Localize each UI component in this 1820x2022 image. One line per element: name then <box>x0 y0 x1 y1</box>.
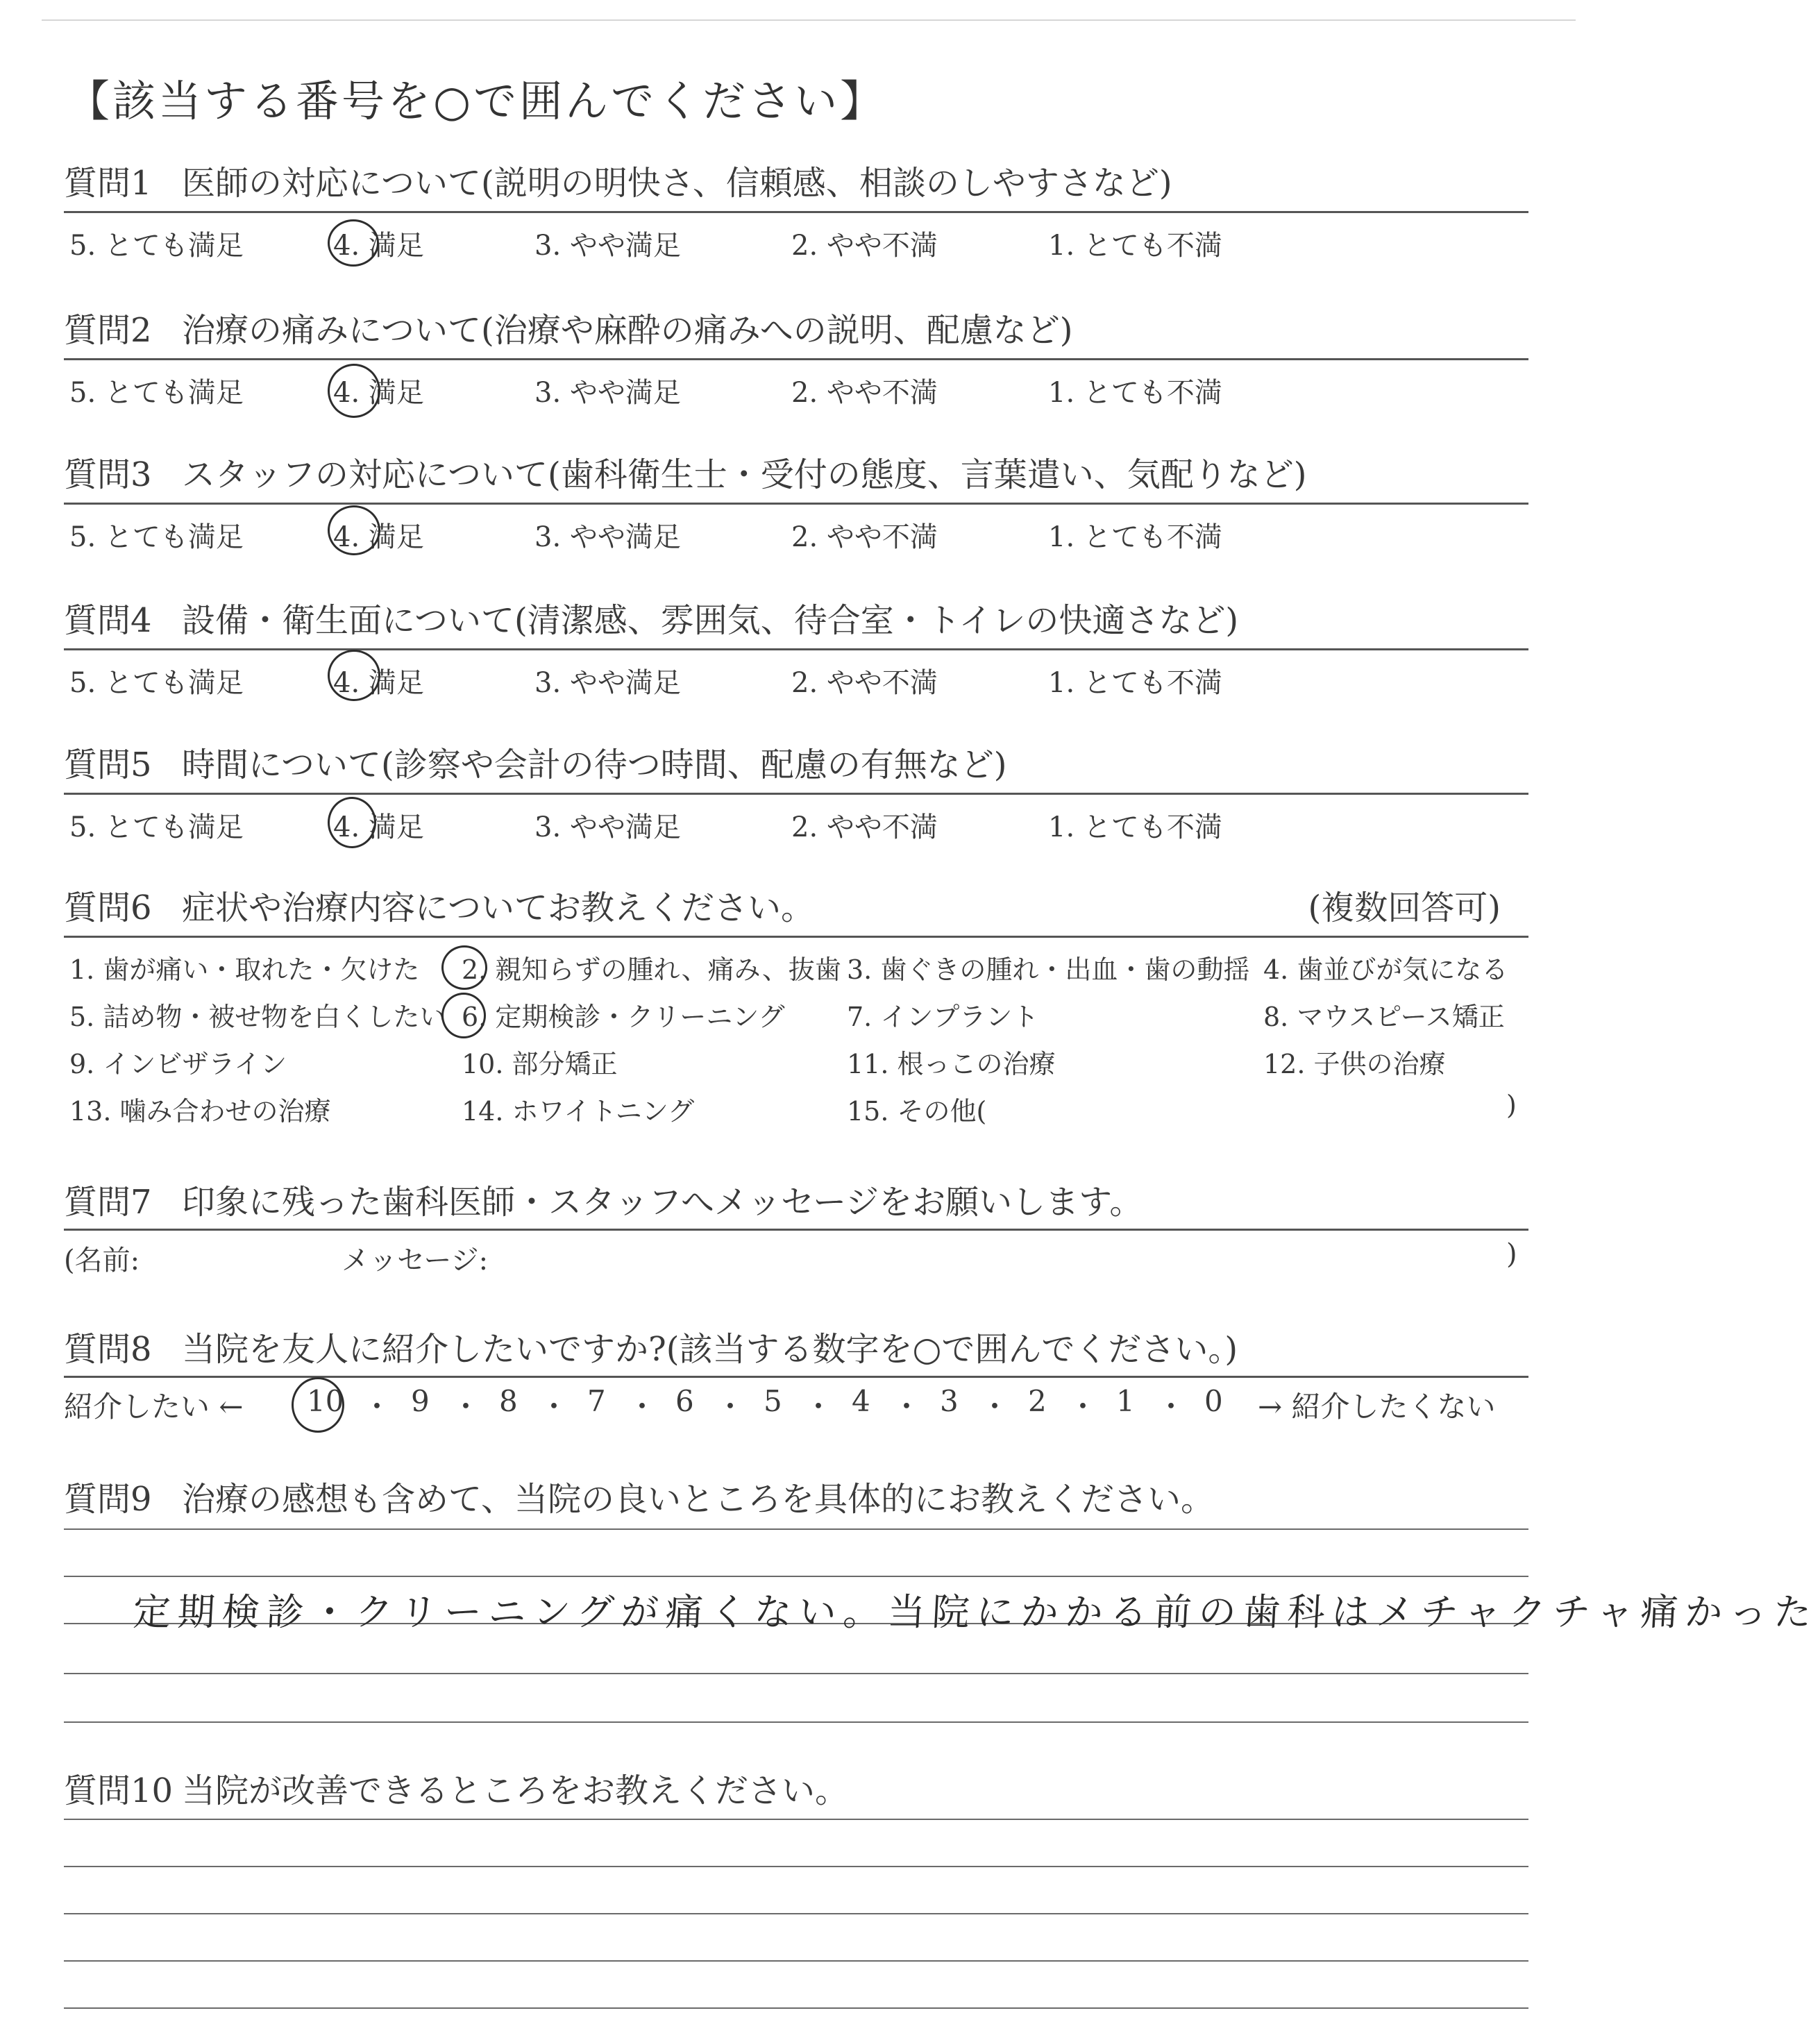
scale-dot: ・ <box>892 1390 922 1424</box>
question-number: 質問10 <box>64 1771 174 1810</box>
selection-circle <box>328 797 376 848</box>
scale-dot: ・ <box>804 1390 834 1424</box>
question-number: 質問1 <box>64 164 152 203</box>
q6-option-15[interactable]: 15. その他( <box>847 1096 987 1127</box>
option-2[interactable]: 2. やや不満 <box>791 811 938 843</box>
q6-option-1[interactable]: 1. 歯が痛い・取れた・欠けた <box>69 954 420 985</box>
question-1 <box>64 161 1528 205</box>
answer-line <box>64 1913 1528 1914</box>
question-text: 治療の感想も含めて、当院の良いところを具体的にお教えください。 <box>182 1480 1215 1519</box>
scale-dot: ・ <box>451 1390 481 1424</box>
answer-line <box>64 1819 1528 1820</box>
scale-dot: ・ <box>539 1390 569 1424</box>
scale-0[interactable]: 0 <box>1204 1384 1223 1418</box>
question-text: 当院が改善できるところをお教えください。 <box>182 1771 849 1810</box>
scale-dot: ・ <box>627 1390 657 1424</box>
scale-dot: ・ <box>716 1390 745 1424</box>
question-5 <box>64 743 1528 787</box>
option-4[interactable]: 4. 満足 <box>333 377 424 409</box>
question-text: スタッフの対応について(歯科衛生士・受付の態度、言葉遣い、気配りなど) <box>182 455 1307 494</box>
q6-option-3[interactable]: 3. 歯ぐきの腫れ・出血・歯の動揺 <box>847 954 1250 985</box>
q6-option-13[interactable]: 13. 噛み合わせの治療 <box>69 1096 331 1127</box>
q6-option-2[interactable]: 2. 親知らずの腫れ、痛み、抜歯 <box>462 954 841 985</box>
option-1[interactable]: 1. とても不満 <box>1048 377 1222 409</box>
scale-right-label: → 紹介したくない <box>1258 1390 1496 1424</box>
answer-line <box>64 1673 1528 1674</box>
option-5[interactable]: 5. とても満足 <box>69 377 244 409</box>
q6-option-12[interactable]: 12. 子供の治療 <box>1263 1049 1446 1079</box>
question-rule <box>64 358 1528 360</box>
scale-dot: ・ <box>362 1390 392 1424</box>
scale-dot: ・ <box>1068 1390 1098 1424</box>
selection-circle <box>292 1377 344 1433</box>
selection-circle <box>328 219 379 267</box>
scale-7[interactable]: 7 <box>587 1384 606 1418</box>
question-8 <box>64 1327 1528 1372</box>
q6-option-9[interactable]: 9. インビザライン <box>69 1049 287 1079</box>
question-number: 質問5 <box>64 745 152 784</box>
question-rule <box>64 648 1528 650</box>
question-number: 質問6 <box>64 888 152 927</box>
option-5[interactable]: 5. とても満足 <box>69 230 244 262</box>
question-text: 治療の痛みについて(治療や麻酔の痛みへの説明、配慮など) <box>182 311 1073 350</box>
scale-dot: ・ <box>980 1390 1010 1424</box>
question-text: 当院を友人に紹介したいですか?(該当する数字を○で囲んでください。) <box>182 1330 1238 1369</box>
q6-option-8[interactable]: 8. マウスピース矯正 <box>1263 1002 1505 1032</box>
scale-9[interactable]: 9 <box>411 1384 430 1418</box>
scale-4[interactable]: 4 <box>852 1384 870 1418</box>
option-3[interactable]: 3. やや満足 <box>534 377 681 409</box>
multiple-answer-note: (複数回答可) <box>1308 888 1501 927</box>
question-number: 質問3 <box>64 455 152 494</box>
answer-line <box>64 1960 1528 1962</box>
question-rule <box>64 936 1528 938</box>
option-1[interactable]: 1. とても不満 <box>1048 667 1222 699</box>
question-rule <box>64 793 1528 795</box>
question-text: 症状や治療内容についてお教えください。 <box>182 888 815 927</box>
option-3[interactable]: 3. やや満足 <box>534 811 681 843</box>
option-4[interactable]: 4. 満足 <box>333 230 424 262</box>
scale-1[interactable]: 1 <box>1116 1384 1135 1418</box>
question-number: 質問8 <box>64 1330 152 1369</box>
question-number: 質問4 <box>64 601 152 640</box>
question-3 <box>64 453 1528 497</box>
option-4[interactable]: 4. 満足 <box>333 667 424 699</box>
scale-10[interactable]: 10 <box>307 1384 344 1418</box>
option-1[interactable]: 1. とても不満 <box>1048 521 1222 553</box>
option-2[interactable]: 2. やや不満 <box>791 230 938 262</box>
form-instruction-title: 【該当する番号を○で囲んでください】 <box>67 76 886 126</box>
top-divider <box>42 19 1576 21</box>
question-text: 印象に残った歯科医師・スタッフへメッセージをお願いします。 <box>182 1183 1143 1222</box>
option-2[interactable]: 2. やや不満 <box>791 667 938 699</box>
question-text: 医師の対応について(説明の明快さ、信頼感、相談のしやすさなど) <box>182 164 1172 203</box>
handwritten-answer: 定期検診・クリーニングが痛くない。当院にかかる前の歯科はメチャクチャ痛かった <box>132 1590 1820 1634</box>
answer-line <box>64 1721 1528 1723</box>
scale-left-label: 紹介したい ← <box>64 1390 244 1424</box>
question-number: 質問9 <box>64 1480 152 1519</box>
name-label: (名前: <box>64 1245 140 1277</box>
selection-circle <box>328 650 380 701</box>
question-6 <box>64 886 1528 930</box>
option-4[interactable]: 4. 満足 <box>333 811 424 843</box>
q6-option-7[interactable]: 7. インプラント <box>847 1002 1039 1032</box>
question-rule <box>64 1229 1528 1231</box>
option-5[interactable]: 5. とても満足 <box>69 667 244 699</box>
question-rule <box>64 211 1528 213</box>
option-2[interactable]: 2. やや不満 <box>791 521 938 553</box>
option-2[interactable]: 2. やや不満 <box>791 377 938 409</box>
scale-6[interactable]: 6 <box>675 1384 694 1418</box>
question-rule <box>64 1376 1528 1378</box>
question-2 <box>64 308 1528 353</box>
option-3[interactable]: 3. やや満足 <box>534 230 681 262</box>
q6-other-close: ) <box>1506 1090 1517 1120</box>
selection-circle <box>328 505 380 555</box>
question-7 <box>64 1180 1528 1224</box>
option-3[interactable]: 3. やや満足 <box>534 521 681 553</box>
selection-circle <box>441 993 486 1038</box>
question-4 <box>64 598 1528 643</box>
question-9 <box>64 1477 1528 1522</box>
option-1[interactable]: 1. とても不満 <box>1048 230 1222 262</box>
selection-circle <box>441 945 487 990</box>
answer-line <box>64 1576 1528 1577</box>
question-text: 時間について(診察や会計の待つ時間、配慮の有無など) <box>182 745 1007 784</box>
q6-option-14[interactable]: 14. ホワイトニング <box>462 1096 695 1127</box>
answer-line <box>64 2007 1528 2009</box>
recommend-scale <box>64 1384 1528 1426</box>
option-4[interactable]: 4. 満足 <box>333 521 424 553</box>
scale-3[interactable]: 3 <box>940 1384 959 1418</box>
question-text: 設備・衛生面について(清潔感、雰囲気、待合室・トイレの快適さなど) <box>182 601 1239 640</box>
selection-circle <box>328 364 380 418</box>
question-number: 質問7 <box>64 1183 152 1222</box>
option-5[interactable]: 5. とても満足 <box>69 521 244 553</box>
q6-option-5[interactable]: 5. 詰め物・被せ物を白くしたい <box>69 1002 446 1032</box>
scale-8[interactable]: 8 <box>499 1384 518 1418</box>
option-5[interactable]: 5. とても満足 <box>69 811 244 843</box>
q6-option-4[interactable]: 4. 歯並びが気になる <box>1263 954 1508 985</box>
q6-option-10[interactable]: 10. 部分矯正 <box>462 1049 618 1079</box>
answer-line <box>64 1866 1528 1867</box>
question-rule <box>64 503 1528 505</box>
question-number: 質問2 <box>64 311 152 350</box>
q6-option-11[interactable]: 11. 根っこの治療 <box>847 1049 1056 1079</box>
option-3[interactable]: 3. やや満足 <box>534 667 681 699</box>
option-1[interactable]: 1. とても不満 <box>1048 811 1222 843</box>
scale-dot: ・ <box>1156 1390 1186 1424</box>
scale-5[interactable]: 5 <box>764 1384 782 1418</box>
message-close: ) <box>1506 1238 1517 1270</box>
message-label: メッセージ: <box>342 1245 489 1277</box>
q6-option-6[interactable]: 6. 定期検診・クリーニング <box>462 1002 785 1032</box>
question-10 <box>64 1769 1528 1813</box>
scale-2[interactable]: 2 <box>1028 1384 1047 1418</box>
answer-line <box>64 1528 1528 1530</box>
